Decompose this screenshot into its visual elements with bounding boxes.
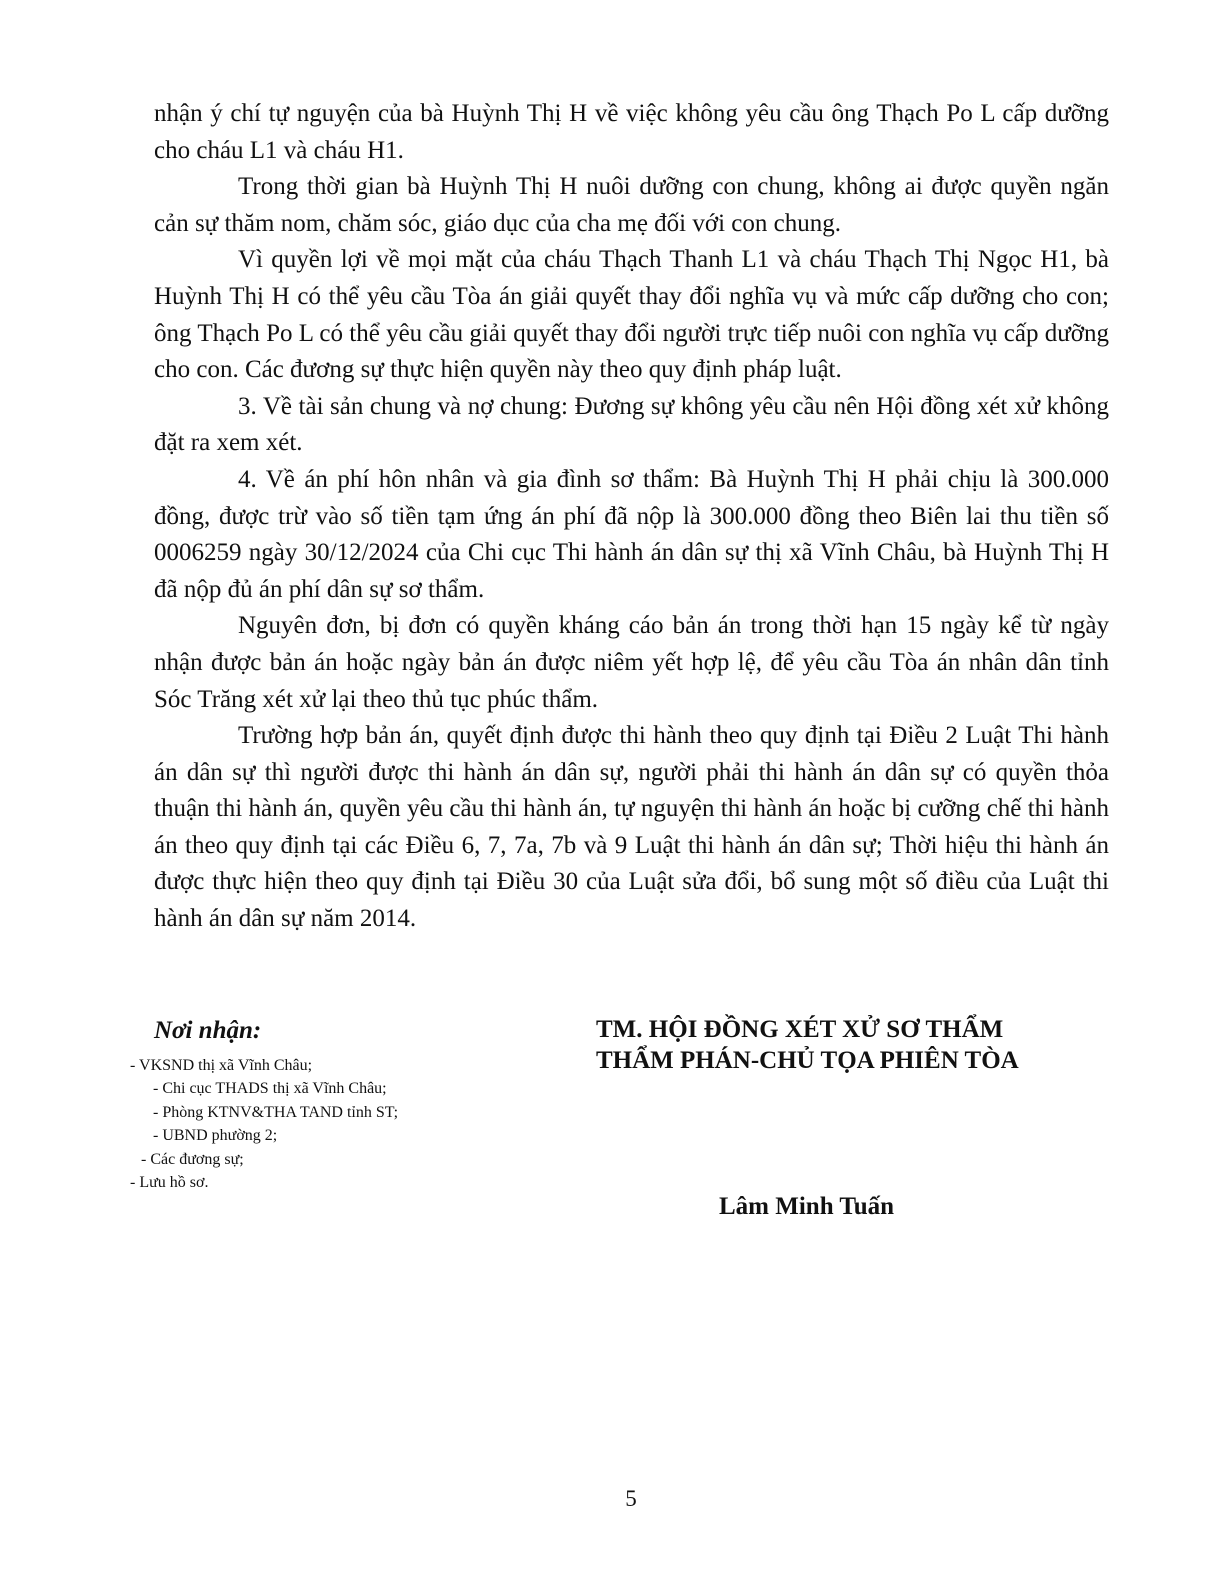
recipient-item: - Phòng KTNV&THA TAND tỉnh ST;	[153, 1103, 399, 1121]
recipient-item: - Các đương sự;	[141, 1150, 244, 1168]
signature-title-line-1: TM. HỘI ĐỒNG XÉT XỬ SƠ THẨM	[596, 1016, 1004, 1043]
recipients-list	[130, 1054, 550, 1194]
judgment-body	[154, 96, 1109, 938]
paragraph-4: 3. Về tài sản chung và nợ chung: Đương sự không yêu cầu nên Hội đồng xét xử không đặt ra xem xét.	[154, 392, 1109, 457]
recipient-item: - Chi cục THADS thị xã Vĩnh Châu;	[153, 1080, 387, 1098]
recipients-block	[130, 1014, 550, 1194]
recipient-item: - VKSND thị xã Vĩnh Châu;	[130, 1057, 313, 1074]
signature-block	[596, 1014, 1156, 1076]
recipient-item: - UBND phường 2;	[153, 1127, 278, 1145]
recipient-item: - Lưu hồ sơ.	[130, 1174, 209, 1192]
paragraph-7: Trường hợp bản án, quyết định được thi hành theo quy định tại Điều 2 Luật Thi hành án dân sự thì người được thi hành án dân sự, người phải thi hành án dân sự có quyền thỏa thuận thi hành án, quyền yêu cầu thi hành án, tự nguyện thi hành án hoặc bị cưỡng chế thi hành án theo quy định tại các Điều 6, 7, 7a, 7b và 9 Luật thi hành án dân sự; Thời hiệu thi hành án được thực hiện theo quy định tại Điều 30 của Luật sửa đổi, bổ sung một số điều của Luật thi hành án dân sự năm 2014.	[154, 722, 1109, 933]
paragraph-2: Trong thời gian bà Huỳnh Thị H nuôi dưỡng con chung, không ai được quyền ngăn cản sự thăm nom, chăm sóc, giáo dục của cha mẹ đối với con chung.	[154, 173, 1109, 237]
paragraph-3: Vì quyền lợi về mọi mặt của cháu Thạch Thanh L1 và cháu Thạch Thị Ngọc H1, bà Huỳnh Thị H có thể yêu cầu Tòa án giải quyết thay đổi nghĩa vụ và mức cấp dưỡng cho con; ông Thạch Po L có thể yêu cầu giải quyết thay đổi người trực tiếp nuôi con nghĩa vụ cấp dưỡng cho con. Các đương sự thực hiện quyền này theo quy định pháp luật.	[154, 246, 1109, 384]
page-number: 5	[625, 1486, 637, 1511]
recipients-title: Nơi nhận:	[154, 1017, 262, 1044]
paragraph-5: 4. Về án phí hôn nhân và gia đình sơ thẩm: Bà Huỳnh Thị H phải chịu là 300.000 đồng, được trừ vào số tiền tạm ứng án phí đã nộp là 300.000 đồng theo Biên lai thu tiền số 0006259 ngày 30/12/2024 của Chi cục Thi hành án dân sự thị xã Vĩnh Châu, bà Huỳnh Thị H đã nộp đủ án phí dân sự sơ thẩm.	[154, 465, 1109, 603]
signature-title-line-2: THẨM PHÁN-CHỦ TỌA PHIÊN TÒA	[596, 1047, 1019, 1074]
signer-name: Lâm Minh Tuấn	[719, 1193, 895, 1220]
paragraph-1: nhận ý chí tự nguyện của bà Huỳnh Thị H về việc không yêu cầu ông Thạch Po L cấp dưỡng cho cháu L1 và cháu H1.	[154, 100, 1109, 164]
paragraph-6: Nguyên đơn, bị đơn có quyền kháng cáo bản án trong thời hạn 15 ngày kể từ ngày nhận được bản án hoặc ngày bản án được niêm yết hợp lệ, để yêu cầu Tòa án nhân dân tỉnh Sóc Trăng xét xử lại theo thủ tục phúc thẩm.	[154, 612, 1109, 713]
